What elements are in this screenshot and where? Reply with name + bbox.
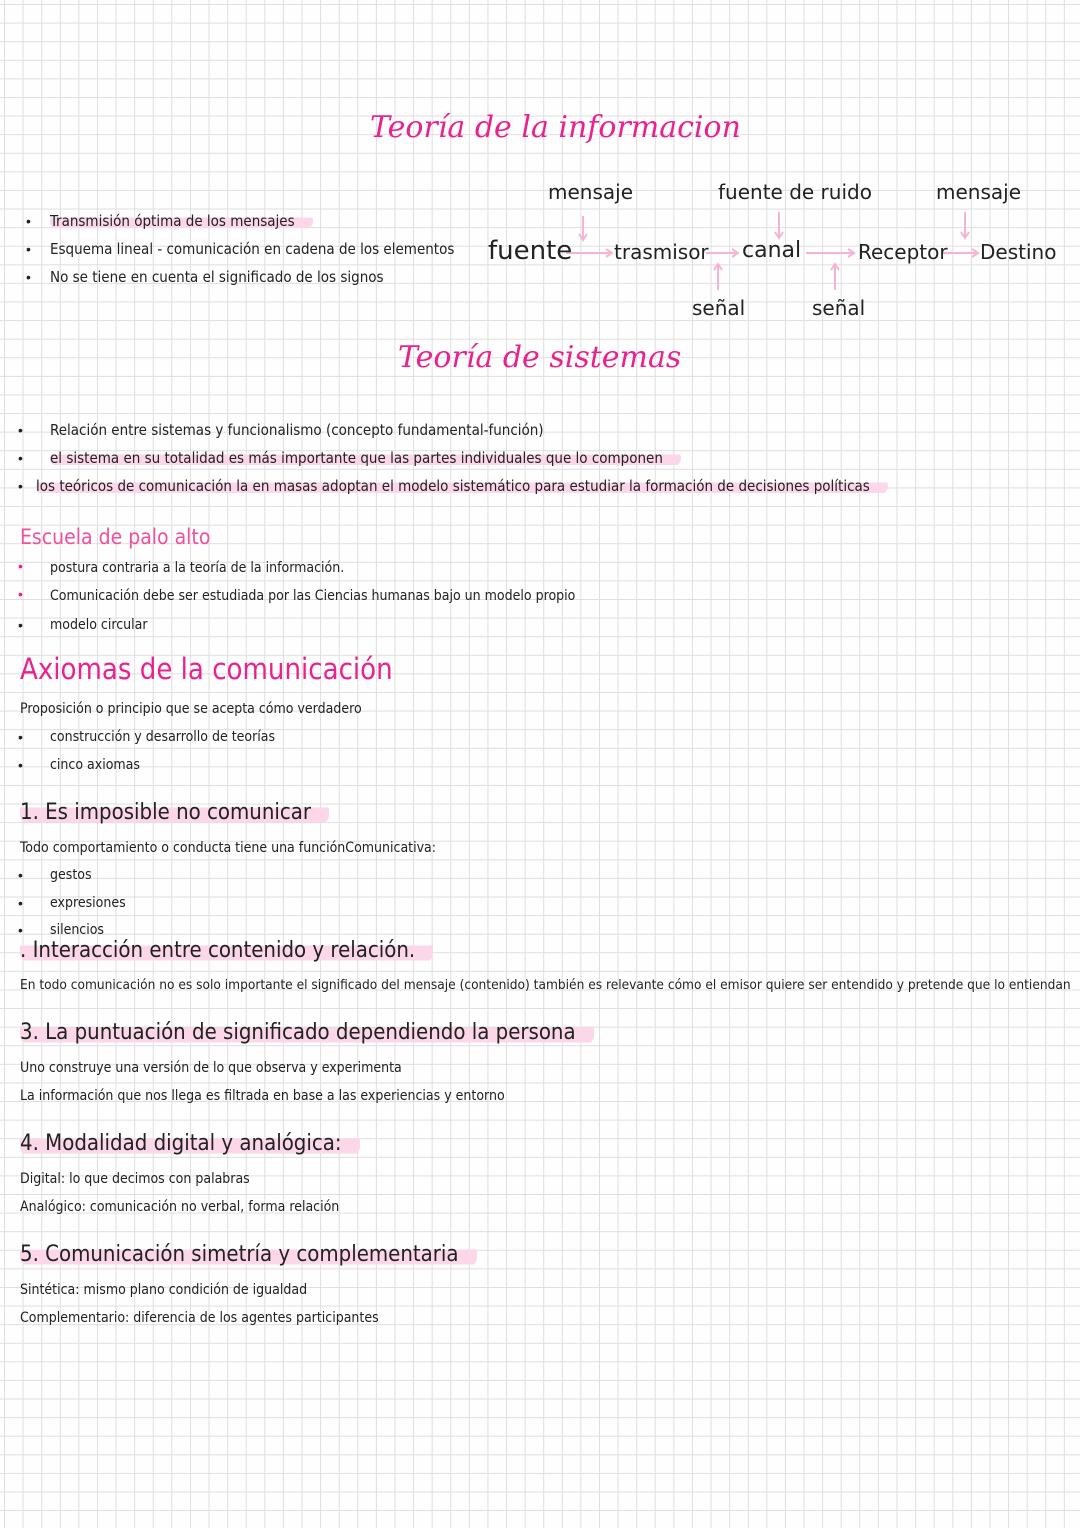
list-item: Comunicación debe ser estudiada por las Ciencias humanas bajo un modelo propio	[50, 588, 576, 604]
list-item: Relación entre sistemas y funcionalismo (concepto fundamental-función)	[50, 421, 544, 439]
label-senal-1: señal	[692, 296, 746, 320]
title-teoria-sistemas: Teoría de sistemas	[398, 340, 682, 375]
bullet-dot-icon: •	[18, 617, 23, 633]
heading-axiomas: Axiomas de la comunicación	[20, 652, 393, 686]
bullet-dot-icon: •	[18, 922, 23, 938]
bullet-dot-icon: •	[18, 757, 23, 773]
list-item: cinco axiomas	[50, 757, 140, 773]
heading-axiom-4: 4. Modalidad digital y analógica:	[20, 1131, 360, 1156]
heading-axiom-2: . Interacción entre contenido y relación.	[20, 938, 433, 963]
bullet-dot-icon: •	[18, 867, 23, 883]
list-item: el sistema en su totalidad es más importante que las partes individuales que lo componen	[50, 449, 681, 467]
list-item: silencios	[50, 922, 104, 938]
label-mensaje-1: mensaje	[548, 180, 633, 204]
bullet-dot-icon: •	[18, 729, 23, 745]
list-item: los teóricos de comunicación la en masas adoptan el modelo sistemático para estudiar la formación de decisiones políticas	[36, 477, 888, 495]
node-fuente: fuente	[488, 236, 573, 266]
bullet-dot-icon: •	[18, 586, 23, 602]
list-item: construcción y desarrollo de teorías	[50, 729, 276, 745]
title-teoria-informacion: Teoría de la informacion	[370, 110, 741, 145]
list-item: gestos	[50, 867, 92, 883]
heading-palo-alto: Escuela de palo alto	[20, 525, 211, 549]
diagram-arrows	[0, 0, 1080, 340]
axiom3-line-1: Uno construye una versión de lo que observa y experimenta	[20, 1060, 402, 1076]
label-mensaje-2: mensaje	[936, 180, 1021, 204]
bullet-dot-icon: •	[18, 450, 23, 466]
node-destino: Destino	[980, 240, 1057, 264]
list-item: modelo circular	[50, 617, 148, 633]
heading-axiom-1: 1. Es imposible no comunicar	[20, 800, 329, 825]
label-fuente-de-ruido: fuente de ruido	[718, 180, 872, 204]
list-item: Esquema lineal - comunicación en cadena de los elementos	[50, 240, 455, 258]
axiom5-line-2: Complementario: diferencia de los agentes participantes	[20, 1310, 379, 1326]
list-item: postura contraria a la teoría de la información.	[50, 560, 345, 576]
node-receptor: Receptor	[858, 240, 948, 264]
axiom4-line-2: Analógico: comunicación no verbal, forma relación	[20, 1199, 340, 1215]
axiom1-text: Todo comportamiento o conducta tiene una funciónComunicativa:	[20, 840, 437, 856]
axiom3-line-2: La información que nos llega es filtrada en base a las experiencias y entorno	[20, 1088, 505, 1104]
list-item: expresiones	[50, 895, 126, 911]
heading-axiom-5: 5. Comunicación simetría y complementaria	[20, 1242, 477, 1267]
axiom5-line-1: Sintética: mismo plano condición de igualdad	[20, 1282, 308, 1298]
list-item: No se tiene en cuenta el significado de los signos	[50, 268, 384, 286]
node-canal: canal	[742, 238, 802, 263]
bullet-dot-icon: •	[18, 895, 23, 911]
label-senal-2: señal	[812, 296, 866, 320]
axiom4-line-1: Digital: lo que decimos con palabras	[20, 1171, 250, 1187]
heading-axiom-3: 3. La puntuación de significado dependiendo la persona	[20, 1020, 594, 1045]
bullet-dot-icon: •	[18, 478, 23, 494]
node-trasmisor: trasmisor	[614, 240, 709, 264]
axiomas-intro: Proposición o principio que se acepta cómo verdadero	[20, 701, 362, 717]
axiom2-text: En todo comunicación no es solo importante el significado del mensaje (contenido) también es relevante cómo el emisor quiere ser entendido y pretende que lo entiendan	[20, 977, 1071, 993]
bullet-dot-icon: •	[26, 213, 31, 229]
bullet-dot-icon: •	[18, 558, 23, 574]
bullet-dot-icon: •	[18, 422, 23, 438]
list-item: Transmisión óptima de los mensajes	[50, 212, 313, 230]
bullet-dot-icon: •	[26, 269, 31, 285]
bullet-dot-icon: •	[26, 241, 31, 257]
